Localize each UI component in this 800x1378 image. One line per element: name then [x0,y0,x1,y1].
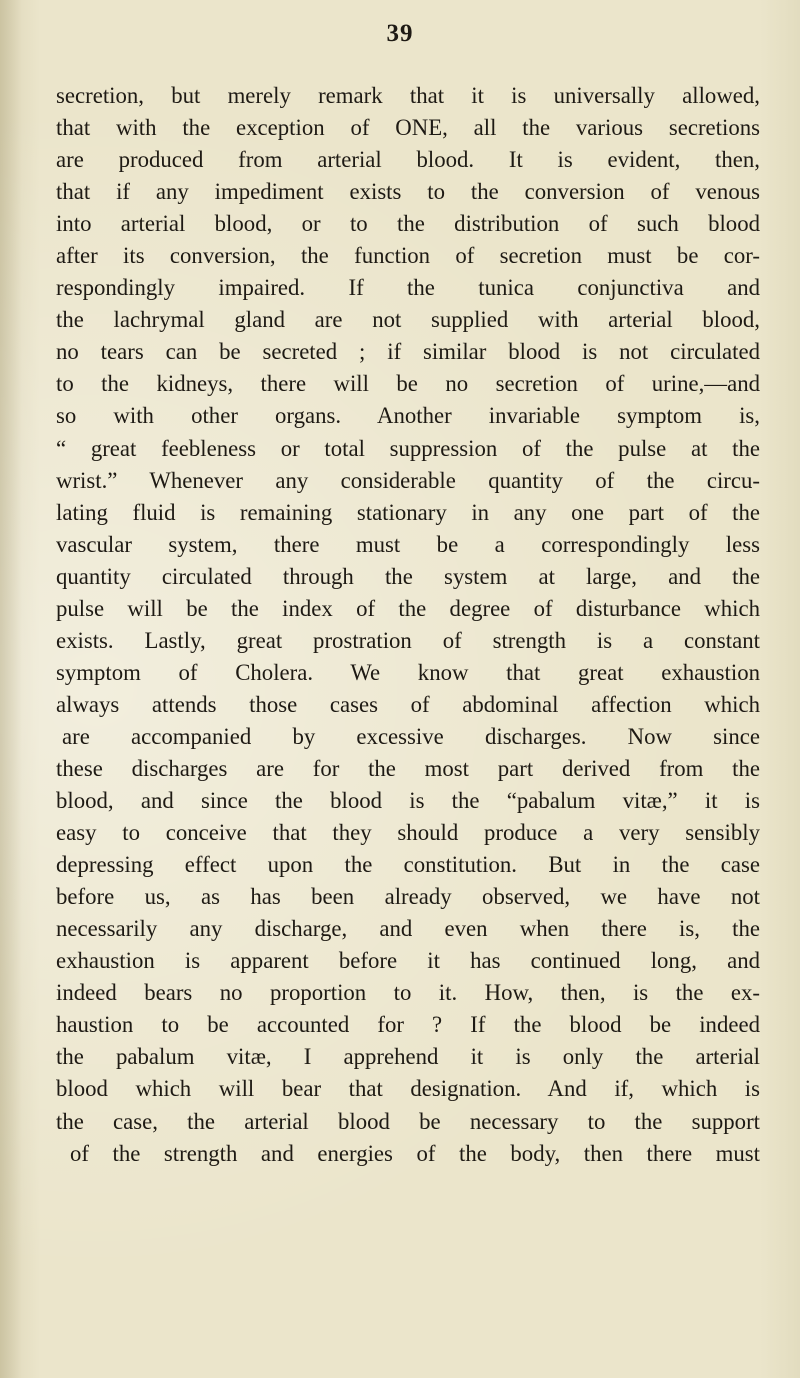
text-line: always attends those cases of abdominal affection which [56,691,760,717]
text-line: indeed bears no proportion to it. How, then, is the ex- [56,980,760,1006]
text-line: respondingly impaired. If the tunica conjunctiva and [56,275,760,301]
text-line: the lachrymal gland are not supplied with arterial blood, [56,307,760,333]
text-line: quantity circulated through the system at large, and the [56,563,760,589]
text-line: before us, as has been already observed, we have not [56,884,760,910]
text-line: vascular system, there must be a correspondingly less [56,531,760,557]
text-line: no tears can be secreted ; if similar blood is not circulated [56,339,760,365]
text-line: symptom of Cholera. We know that great exhaustion [56,659,760,685]
text-line: “ great feebleness or total suppression of the pulse at the [56,435,760,461]
text-line: blood, and since the blood is the “pabalum vitæ,” it is [56,788,760,814]
text-line: to the kidneys, there will be no secretion of urine,—and [56,371,760,397]
text-line: the case, the arterial blood be necessary to the support [56,1108,760,1134]
text-line: blood which will bear that designation. And if, which is [56,1076,760,1102]
text-line: haustion to be accounted for ? If the blood be indeed [56,1012,760,1038]
text-line: secretion, but merely remark that it is universally allowed, [56,83,760,108]
page-number: 39 [386,20,414,47]
text-line: depressing effect upon the constitution. But in the case [56,852,760,878]
text-line: so with other organs. Another invariable symptom is, [56,403,760,429]
text-line: necessarily any discharge, and even when there is, the [56,916,760,942]
body-text [56,80,760,1170]
text-line: that with the exception of ONE, all the various secretions [56,115,760,141]
text-line: the pabalum vitæ, I apprehend it is only the arterial [56,1044,760,1070]
text-line: easy to conceive that they should produce a very sensibly [56,820,760,846]
text-line: exhaustion is apparent before it has continued long, and [56,948,760,974]
text-line: that if any impediment exists to the conversion of venous [56,179,760,205]
text-line: pulse will be the index of the degree of disturbance which [56,595,760,621]
text-line: are produced from arterial blood. It is evident, then, [56,147,760,173]
text-line: of the strength and energies of the body, then there must [70,1140,760,1166]
text-line: wrist.” Whenever any considerable quantity of the circu- [56,467,760,493]
text-line: exists. Lastly, great prostration of strength is a constant [56,627,760,653]
text-line: are accompanied by excessive discharges. Now since [62,723,760,749]
text-line: after its conversion, the function of secretion must be cor- [56,243,760,269]
text-line: lating fluid is remaining stationary in any one part of the [56,499,760,525]
text-line: these discharges are for the most part derived from the [56,755,760,781]
text-line: into arterial blood, or to the distribution of such blood [56,211,760,237]
page-gutter-shadow [0,0,22,1378]
